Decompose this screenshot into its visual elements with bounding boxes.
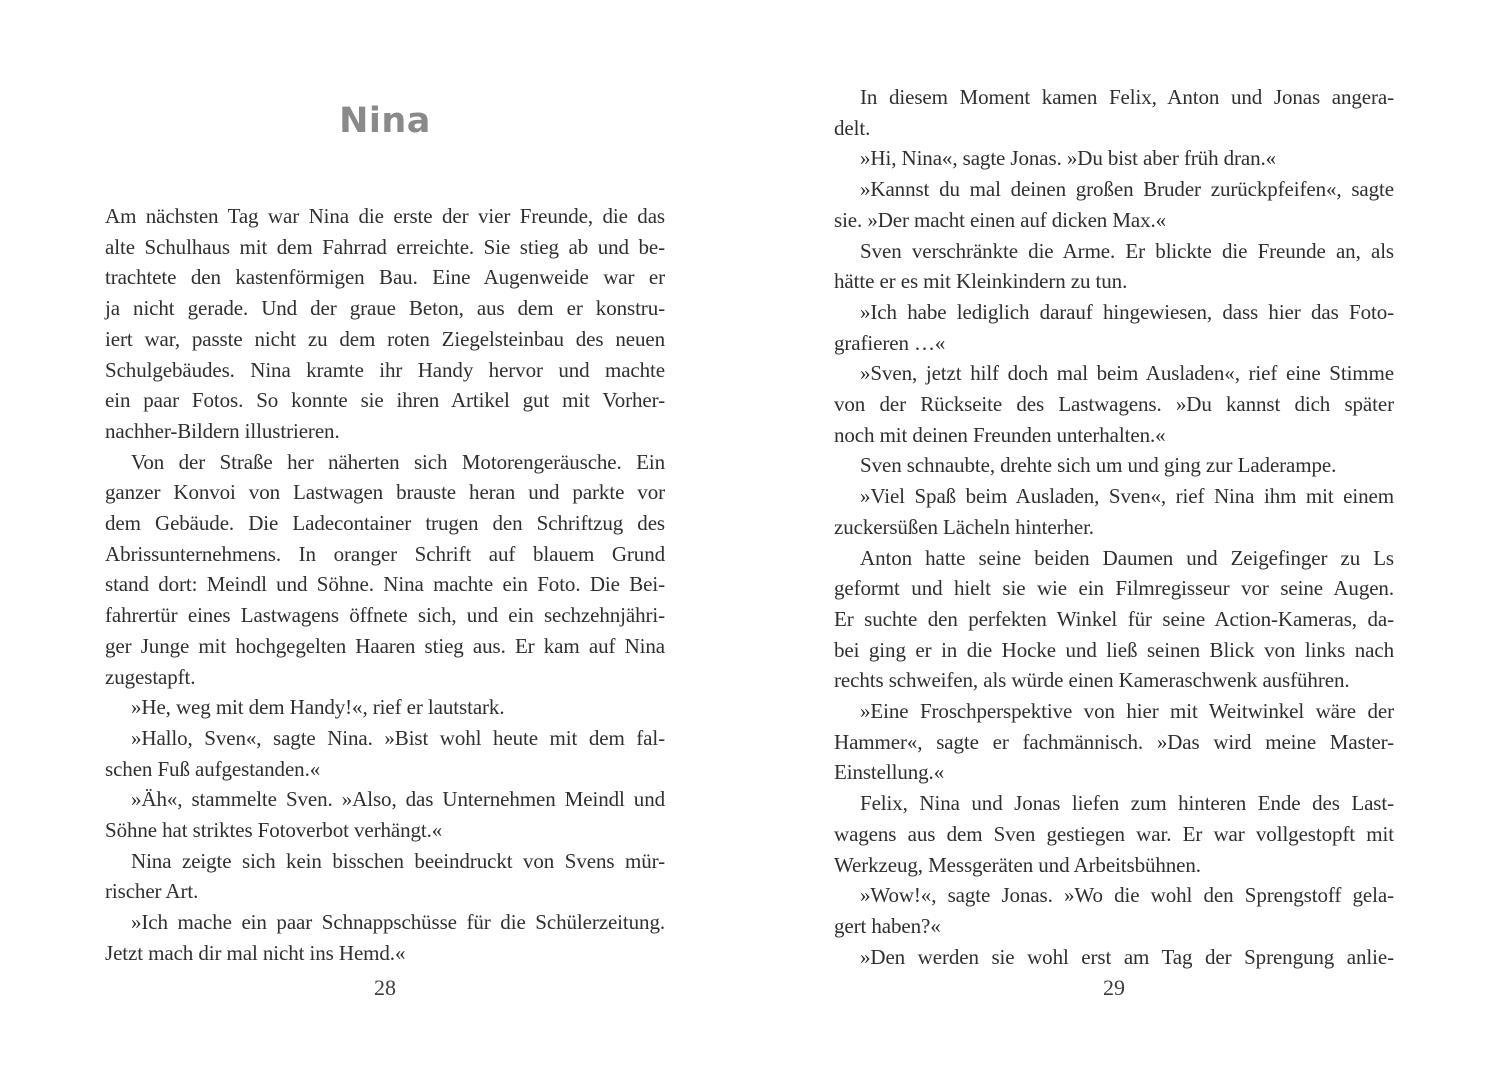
paragraph <box>834 880 1394 941</box>
text-line: »Ich mache ein paar Schnappschüsse für die Schülerzeitung. <box>131 910 665 935</box>
text-line: bei ging er in die Hocke und ließ seinen Blick von links nach <box>834 637 1394 662</box>
text-line: fahrertür eines Lastwagens öffnete sich, und ein sechzehnjähri- <box>105 603 665 628</box>
text-line: gert haben?« <box>834 913 941 938</box>
text-line: Einstellung.« <box>834 760 945 785</box>
text-line: Sven verschränkte die Arme. Er blickte die Freunde an, als <box>860 238 1394 263</box>
text-line: »Hi, Nina«, sagte Jonas. »Du bist aber früh dran.« <box>860 146 1277 171</box>
text-line: alte Schulhaus mit dem Fahrrad erreichte. Sie stieg ab und be- <box>105 234 665 259</box>
paragraph <box>834 543 1394 697</box>
text-line: Er suchte den perfekten Winkel für seine Action-Kameras, da- <box>834 606 1394 631</box>
text-line: »Viel Spaß beim Ausladen, Sven«, rief Nina ihm mit einem <box>860 484 1394 509</box>
text-line: delt. <box>834 115 871 140</box>
text-line: Am nächsten Tag war Nina die erste der vier Freunde, die das <box>105 204 665 228</box>
paragraph <box>834 696 1394 788</box>
text-line: trachtete den kastenförmigen Bau. Eine Augenweide war er <box>105 265 665 290</box>
paragraph <box>834 788 1394 880</box>
text-line: zugestapft. <box>105 664 196 689</box>
page-number-right: 29 <box>1103 975 1125 1000</box>
paragraph <box>105 846 665 907</box>
text-line: dem Gebäude. Die Ladecontainer trugen den Schriftzug des <box>105 511 665 536</box>
text-line: »Ich habe lediglich darauf hingewiesen, dass hier das Foto- <box>860 299 1394 324</box>
text-line: ja nicht gerade. Und der graue Beton, aus dem er konstru- <box>105 296 665 321</box>
text-line: »Den werden sie wohl erst am Tag der Sprengung anlie- <box>860 944 1394 969</box>
text-line: rischer Art. <box>105 879 199 904</box>
paragraph <box>105 784 665 845</box>
paragraph <box>105 692 665 723</box>
text-line: Hammer«, sagte er fachmännisch. »Das wird meine Master- <box>834 729 1394 754</box>
paragraph <box>834 174 1394 235</box>
paragraph <box>834 236 1394 297</box>
text-line: Sven schnaubte, drehte sich um und ging zur Laderampe. <box>860 453 1337 478</box>
page-right-body <box>834 82 1394 972</box>
text-line: »Eine Froschperspektive von hier mit Weitwinkel wäre der <box>860 699 1394 724</box>
text-line: »Äh«, stammelte Sven. »Also, das Unternehmen Meindl und <box>131 787 665 812</box>
text-line: »He, weg mit dem Handy!«, rief er lautstark. <box>131 695 505 720</box>
text-line: ein paar Fotos. So konnte sie ihren Artikel gut mit Vorher- <box>105 388 665 413</box>
text-line: Abrissunternehmens. In oranger Schrift auf blauem Grund <box>105 541 665 566</box>
text-line: wagens aus dem Sven gestiegen war. Er war vollgestopft mit <box>834 821 1394 846</box>
text-line: »Hallo, Sven«, sagte Nina. »Bist wohl heute mit dem fal- <box>131 725 665 750</box>
text-line: nachher-Bildern illustrieren. <box>105 418 340 443</box>
text-line: hätte er es mit Kleinkindern zu tun. <box>834 269 1128 294</box>
paragraph <box>834 82 1394 143</box>
text-line: Nina zeigte sich kein bisschen beeindruckt von Svens mür- <box>131 848 665 873</box>
page-left <box>105 0 665 1086</box>
text-line: Felix, Nina und Jonas liefen zum hinteren Ende des Last- <box>860 791 1394 816</box>
paragraph <box>834 481 1394 542</box>
text-line: »Sven, jetzt hilf doch mal beim Ausladen«, rief eine Stimme <box>860 361 1394 386</box>
text-line: geformt und hielt sie wie ein Filmregisseur vor seine Augen. <box>834 576 1394 601</box>
text-line: »Wow!«, sagte Jonas. »Wo die wohl den Sprengstoff gela- <box>860 883 1394 908</box>
paragraph <box>105 723 665 784</box>
text-line: Schulgebäudes. Nina kramte ihr Handy hervor und machte <box>105 357 665 382</box>
paragraph <box>834 942 1394 973</box>
text-line: von der Rückseite des Lastwagens. »Du kannst dich später <box>834 392 1394 417</box>
text-line: noch mit deinen Freunden unterhalten.« <box>834 422 1166 447</box>
text-line: rechts schweifen, als würde einen Kameraschwenk ausführen. <box>834 668 1350 693</box>
paragraph <box>105 447 665 693</box>
paragraph <box>105 201 665 447</box>
text-line: iert war, passte nicht zu dem roten Ziegelsteinbau des neuen <box>105 326 665 351</box>
text-line: grafieren …« <box>834 330 946 355</box>
text-line: zuckersüßen Lächeln hinterher. <box>834 514 1094 539</box>
text-line: schen Fuß aufgestanden.« <box>105 756 321 781</box>
page-left-body <box>105 201 665 969</box>
text-line: Jetzt mach dir mal nicht ins Hemd.« <box>105 940 406 965</box>
chapter-title: Nina <box>339 101 431 141</box>
text-line: sie. »Der macht einen auf dicken Max.« <box>834 207 1167 232</box>
text-line: Werkzeug, Messgeräten und Arbeitsbühnen. <box>834 852 1201 877</box>
text-line: Söhne hat striktes Fotoverbot verhängt.« <box>105 818 443 843</box>
text-line: ganzer Konvoi von Lastwagen brauste heran und parkte vor <box>105 480 665 505</box>
text-line: stand dort: Meindl und Söhne. Nina machte ein Foto. Die Bei- <box>105 572 665 597</box>
paragraph <box>834 358 1394 450</box>
text-line: »Kannst du mal deinen großen Bruder zurückpfeifen«, sagte <box>860 177 1394 202</box>
paragraph <box>105 907 665 968</box>
page-number-left: 28 <box>374 975 396 1000</box>
page-right <box>834 0 1394 1086</box>
text-line: In diesem Moment kamen Felix, Anton und Jonas angera- <box>860 85 1394 109</box>
text-line: Anton hatte seine beiden Daumen und Zeigefinger zu Ls <box>860 545 1394 570</box>
paragraph <box>834 143 1394 174</box>
paragraph <box>834 297 1394 358</box>
text-line: ger Junge mit hochgegelten Haaren stieg aus. Er kam auf Nina <box>105 633 665 658</box>
paragraph <box>834 450 1394 481</box>
text-line: Von der Straße her näherten sich Motorengeräusche. Ein <box>131 449 665 474</box>
